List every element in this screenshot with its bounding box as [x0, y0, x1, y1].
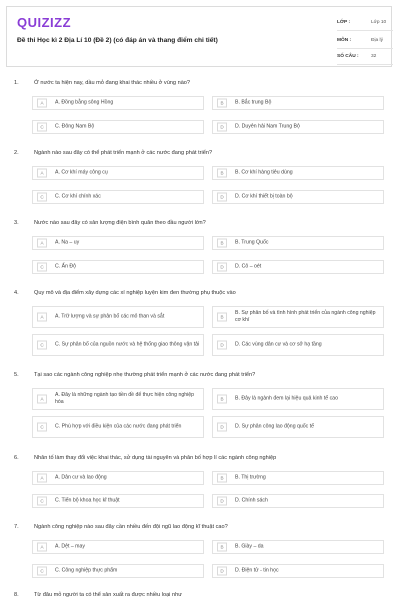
option-7d[interactable]: D D. Điện tử - tin học	[212, 564, 384, 578]
question-text: Ngành nào sau đây có thể phát triển mạnh ở các nước đang phát triển?	[34, 150, 213, 156]
question-text: Quy mô và địa điểm xây dựng các xí nghiệp luyện kim đen thường phụ thuộc vào	[34, 290, 236, 296]
meta-class-label: LỚP :	[337, 20, 351, 25]
option-3d[interactable]: D D. Cô – oét	[212, 260, 384, 274]
question-number: 3.	[14, 220, 19, 226]
option-4d[interactable]: D D. Các vùng dân cư và cơ sở hạ tầng	[212, 334, 384, 356]
option-3c[interactable]: C C. Ấn Độ	[32, 260, 204, 274]
worksheet-title: Đề thi Học kì 2 Địa Lí 10 (Đề 2) (có đáp án và thang điểm chi tiết)	[17, 37, 218, 44]
question-number: 8.	[14, 592, 19, 598]
question-number: 5.	[14, 372, 19, 378]
option-2d[interactable]: D D. Cơ khí thiết bị toàn bộ	[212, 190, 384, 204]
option-6c[interactable]: C C. Tiến bộ khoa học kĩ thuật	[32, 494, 204, 508]
quizizz-logo: QUIZIZZ	[17, 15, 72, 30]
option-6a[interactable]: A A. Dân cư và lao động	[32, 471, 204, 485]
question-text: Ngành công nghiệp nào sau đây cần nhiều đến đội ngũ lao động kĩ thuật cao?	[34, 524, 228, 530]
question-number: 2.	[14, 150, 19, 156]
meta-count-value: 32	[371, 54, 377, 59]
question-text: Từ đâu mỏ người ta có thể sản xuất ra được nhiều loại như	[34, 592, 182, 598]
meta-count-label: SỐ CÂU :	[337, 54, 359, 59]
question-number: 6.	[14, 455, 19, 461]
option-7b[interactable]: B B. Giày – da	[212, 540, 384, 554]
meta-subject-value: Địa lý	[371, 38, 383, 43]
option-6b[interactable]: B B. Thị trường	[212, 471, 384, 485]
worksheet-header	[6, 6, 392, 67]
option-6d[interactable]: D D. Chính sách	[212, 494, 384, 508]
meta-count	[337, 49, 393, 65]
option-4a[interactable]: A A. Trữ lượng và sự phân bố các mỏ than và sắt	[32, 306, 204, 328]
question-number: 1.	[14, 80, 19, 86]
option-4c[interactable]: C C. Sự phân bố của nguồn nước và hệ thống giao thông vận tải	[32, 334, 204, 356]
meta-subject-label: MÔN :	[337, 38, 352, 43]
option-5a[interactable]: A A. Đây là những ngành tạo tiền đề để thực hiện công nghiệp hóa	[32, 388, 204, 410]
question-text: Nước nào sau đây có sản lượng điện bình quân theo đầu người lớn?	[34, 220, 206, 226]
meta-class-value: Lớp 10	[371, 20, 387, 25]
option-5d[interactable]: D D. Sự phân công lao động quốc tế	[212, 416, 384, 438]
option-1b[interactable]: B B. Bắc trung Bộ	[212, 96, 384, 110]
option-4b[interactable]: B B. Sự phân bố và tình hình phát triển của ngành công nghiệp cơ khí	[212, 306, 384, 328]
option-1d[interactable]: D D. Duyên hải Nam Trung Bộ	[212, 120, 384, 134]
question-number: 4.	[14, 290, 19, 296]
question-text: Tại sao các ngành công nghiệp nhẹ thường phát triển mạnh ở các nước đang phát triển?	[34, 372, 256, 378]
option-5c[interactable]: C C. Phù hợp với điều kiện của các nước đang phát triển	[32, 416, 204, 438]
question-text: Ở nước ta hiện nay, dầu mỏ đang khai thác nhiều ở vùng nào?	[34, 80, 191, 86]
option-7c[interactable]: C C. Công nghiệp thực phẩm	[32, 564, 204, 578]
meta-class	[337, 15, 393, 31]
option-1c[interactable]: C C. Đông Nam Bộ	[32, 120, 204, 134]
option-2a[interactable]: A A. Cơ khí máy công cụ	[32, 166, 204, 180]
option-5b[interactable]: B B. Đây là ngành đem lại hiệu quả kinh tế cao	[212, 388, 384, 410]
question-text: Nhân tố làm thay đổi việc khai thác, sử dụng tài nguyên và phân bố hợp lí các ngành công nghiệp	[34, 455, 277, 461]
option-2c[interactable]: C C. Cơ khí chính xác	[32, 190, 204, 204]
option-3a[interactable]: A A. Na – uy	[32, 236, 204, 250]
option-1a[interactable]: A A. Đồng bằng sông Hồng	[32, 96, 204, 110]
meta-subject	[337, 33, 393, 49]
option-2b[interactable]: B B. Cơ khí hàng tiêu dùng	[212, 166, 384, 180]
option-7a[interactable]: A A. Dệt – may	[32, 540, 204, 554]
question-number: 7.	[14, 524, 19, 530]
option-3b[interactable]: B B. Trung Quốc	[212, 236, 384, 250]
